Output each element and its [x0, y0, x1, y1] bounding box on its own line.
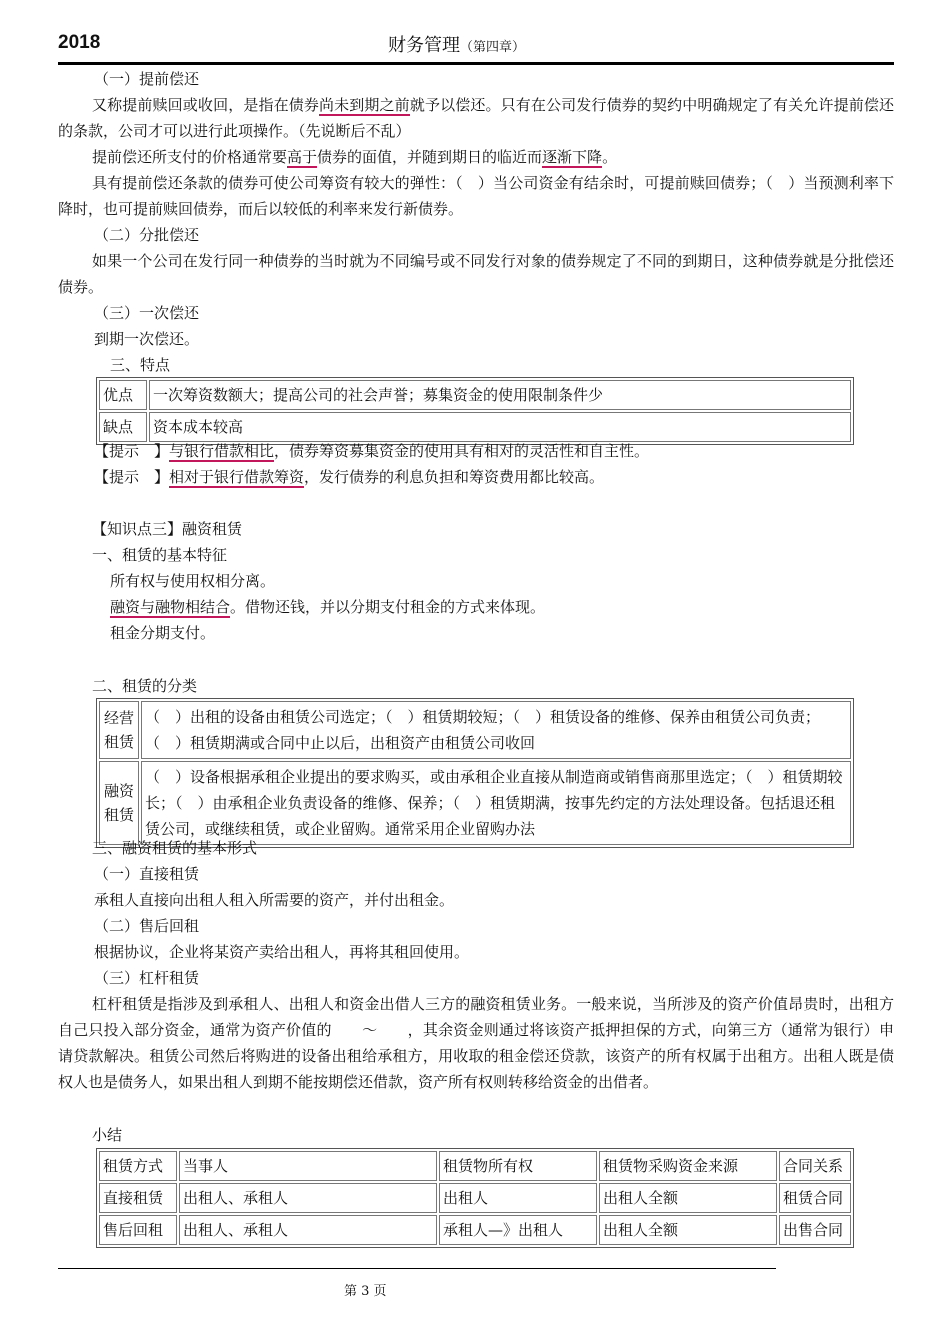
text: ，债券筹资募集资金的使用具有相对的灵活性和自主性。	[274, 442, 650, 460]
heading-lump-repayment: （三）一次偿还	[94, 304, 200, 322]
heading-sale-leaseback: （二）售后回租	[94, 917, 200, 935]
table-cell: 售后回租	[99, 1215, 177, 1245]
heading-serial-repayment: （二）分批偿还	[94, 226, 200, 244]
table-cell: 直接租赁	[99, 1183, 177, 1213]
summary-table	[96, 1148, 854, 1248]
header-title	[388, 31, 525, 57]
underlined-text: 逐渐下降	[542, 148, 603, 166]
table-row	[99, 1183, 851, 1213]
table-row	[99, 701, 851, 759]
tip-2	[94, 466, 604, 488]
underlined-text: 高于	[287, 148, 318, 166]
table-cell: 融资租赁	[99, 761, 139, 845]
classification-table	[96, 698, 854, 848]
heading-direct-lease: （一）直接租赁	[94, 865, 200, 883]
header-title-text: 财务管理	[388, 35, 460, 56]
table-cell: 经营租赁	[99, 701, 139, 759]
heading-basic-forms: 三、融资租赁的基本形式	[92, 839, 258, 857]
heading-features: 三、特点	[110, 356, 171, 374]
table-cell: 承租人—》出租人	[439, 1215, 597, 1245]
text: 提前偿还所支付的价格通常要	[92, 148, 288, 166]
tip-label: 【提示 】	[94, 442, 170, 460]
footer-rule	[58, 1268, 776, 1269]
underlined-text: 与银行借款相比	[169, 442, 275, 460]
header-subtitle: （第四章）	[460, 40, 526, 55]
lease-feature-3: 租金分期支付。	[110, 624, 216, 642]
table-cell: 出租人、承租人	[179, 1183, 437, 1213]
table-cell: 出租人全额	[599, 1215, 777, 1245]
heading-leveraged-lease: （三）杠杆租赁	[94, 969, 200, 987]
table-header-cell: 当事人	[179, 1151, 437, 1181]
header-year: 2018	[58, 32, 101, 53]
table-cell: （ ）出租的设备由租赁公司选定；（ ）租赁期较短；（ ）租赁设备的维修、保养由租赁公司负责；（ ）租赁期满或合同中止以后，出租资产由租赁公司收回	[141, 701, 851, 759]
table-cell: 优点	[99, 380, 147, 410]
paragraph-sale-leaseback: 根据协议，企业将某资产卖给出租人，再将其租回使用。	[94, 943, 470, 961]
header-rule	[58, 62, 894, 65]
tip-label: 【提示 】	[94, 468, 170, 486]
paragraph-flexibility: 具有提前偿还条款的债券可使公司筹资有较大的弹性：（ ）当公司资金有结余时，可提前赎回债券；（ ）当预测利率下降时，也可提前赎回债券，而后以较低的利率来发行新债券。	[58, 174, 894, 218]
paragraph-serial-repayment: 如果一个公司在发行同一种债券的当时就为不同编号或不同发行对象的债券规定了不同的到期日，这种债券就是分批偿还债券。	[58, 252, 894, 296]
table-header-cell: 合同关系	[779, 1151, 851, 1181]
knowledge-point-title: 【知识点三】融资租赁	[92, 520, 243, 538]
page-number: 第 3 页	[344, 1284, 387, 1299]
text: 债券的面值，并随到期日的临近而	[317, 148, 543, 166]
table-cell: 出售合同	[779, 1215, 851, 1245]
lease-feature-2	[110, 596, 545, 618]
heading-lease-features: 一、租赁的基本特征	[92, 546, 228, 564]
text: 。	[602, 148, 618, 166]
text: 。借物还钱，并以分期支付租金的方式来体现。	[230, 598, 546, 616]
table-cell: 出租人	[439, 1183, 597, 1213]
tip-1	[94, 440, 649, 462]
table-row	[99, 1215, 851, 1245]
heading-early-repayment: （一）提前偿还	[94, 70, 200, 88]
table-header-cell: 租赁物所有权	[439, 1151, 597, 1181]
table-cell: 缺点	[99, 412, 147, 442]
lease-feature-1: 所有权与使用权相分离。	[110, 572, 276, 590]
table-cell: 出租人、承租人	[179, 1215, 437, 1245]
underlined-text: 相对于银行借款筹资	[169, 468, 305, 486]
text: ，发行债券的利息负担和筹资费用都比较高。	[304, 468, 605, 486]
paragraph-leveraged-lease: 杠杆租赁是指涉及到承租人、出租人和资金出借人三方的融资租赁业务。一般来说，当所涉及的资产价值昂贵时，出租方自己只投入部分资金，通常为资产价值的 ～ ，其余资金则通过将该资产抵押担保的方式，向第三方（通常为银行）申请贷款解决。租赁公司然后将购进的设备出租给承租方，用收取的租金偿还贷款，该资产的所有权属于出租方。出租人既是债权人也是债务人，如果出租人到期不能按期偿还借款，资产所有权则转移给资金的出借者。	[58, 995, 894, 1091]
table-cell: 资本成本较高	[149, 412, 851, 442]
table-cell: 一次筹资数额大；提高公司的社会声誉；募集资金的使用限制条件少	[149, 380, 851, 410]
table-row	[99, 412, 851, 442]
heading-lease-classification: 二、租赁的分类	[92, 677, 198, 695]
table-header-cell: 租赁方式	[99, 1151, 177, 1181]
paragraph-repayment-price	[58, 144, 894, 170]
table-cell: （ ）设备根据承租企业提出的要求购买，或由承租企业直接从制造商或销售商那里选定；（ ）租赁期较长；（ ）由承租企业负责设备的维修、保养；（ ）租赁期满，按事先约定的方法处理设备。包括退还租赁公司，或继续租赁，或企业留购。通常采用企业留购办法	[141, 761, 851, 845]
table-row	[99, 380, 851, 410]
table-row	[99, 761, 851, 845]
paragraph-direct-lease: 承租人直接向出租人租入所需要的资产，并付出租金。	[94, 891, 455, 909]
underlined-text: 融资与融物相结合	[110, 598, 231, 616]
underlined-text: 尚未到期之前	[319, 96, 410, 114]
table-header-row	[99, 1151, 851, 1181]
text: 就予以偿还。只有在公司发行债券的契约中明确规定了有关允许提前偿还的条款，公司才可以进行此项操作。（先说断后不乱）	[58, 96, 894, 140]
text: 又称提前赎回或收回，是指在债券	[92, 96, 320, 114]
paragraph-early-repayment-def	[58, 92, 894, 144]
paragraph-lump-repayment: 到期一次偿还。	[94, 330, 200, 348]
table-cell: 租赁合同	[779, 1183, 851, 1213]
table-header-cell: 租赁物采购资金来源	[599, 1151, 777, 1181]
summary-label: 小结	[92, 1126, 123, 1144]
features-table	[96, 377, 854, 445]
table-cell: 出租人全额	[599, 1183, 777, 1213]
